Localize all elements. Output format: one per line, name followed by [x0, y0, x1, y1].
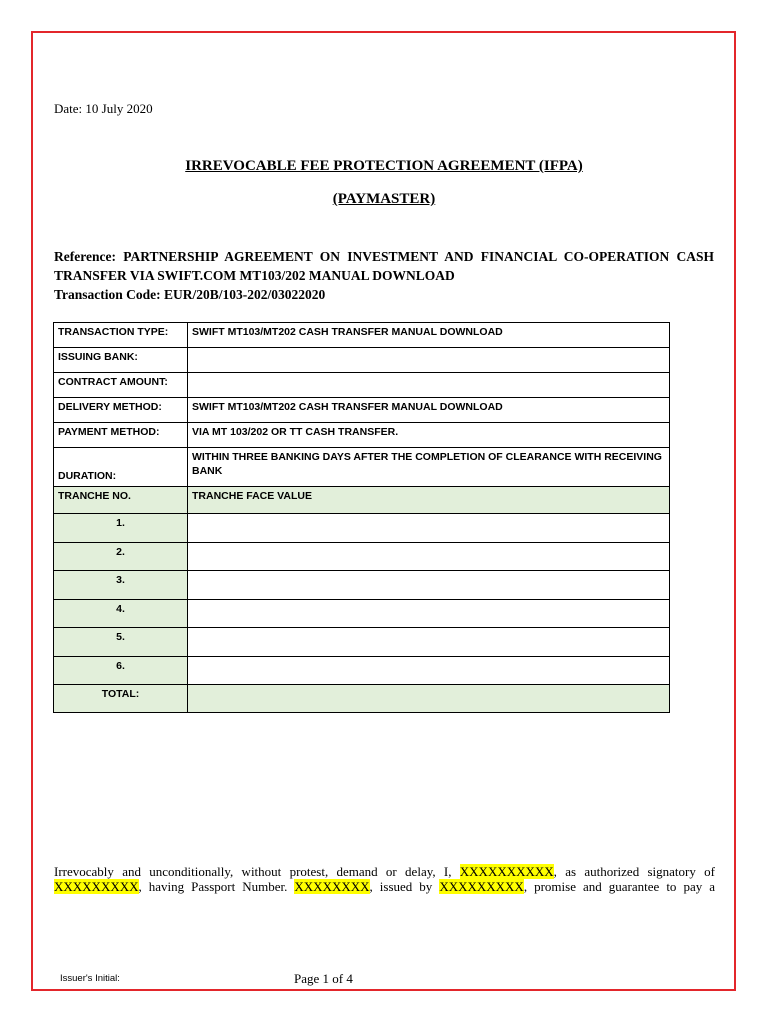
total-value [188, 685, 670, 713]
total-label: TOTAL: [54, 685, 188, 713]
transaction-info-table [53, 322, 670, 713]
tranche-number: 4. [54, 599, 188, 628]
document-subtitle: (PAYMASTER) [332, 191, 436, 207]
tranche-value [188, 514, 670, 543]
tranche-value [188, 628, 670, 657]
tranche-value [188, 571, 670, 600]
body-text-part: , promise and guarantee to pay a [523, 879, 716, 894]
row-value [188, 348, 670, 373]
tranche-no-header: TRANCHE NO. [54, 487, 188, 514]
tranche-number: 5. [54, 628, 188, 657]
body-text-part: , having Passport Number. [138, 879, 295, 894]
tranche-number: 2. [54, 542, 188, 571]
row-label: ISSUING BANK: [54, 348, 188, 373]
tranche-value [188, 542, 670, 571]
tranche-row [54, 542, 670, 571]
tranche-number: 6. [54, 656, 188, 685]
table-row [54, 373, 670, 398]
row-label: DURATION: [54, 448, 188, 487]
passport-issuer-placeholder: XXXXXXXXX [439, 879, 524, 894]
reference-text: Reference: PARTNERSHIP AGREEMENT ON INVESTMENT AND FINANCIAL CO-OPERATION CASH TRANSFER VIA SWIFT.COM MT103/202 MANUAL DOWNLOAD [54, 249, 714, 283]
total-row [54, 685, 670, 713]
guarantee-paragraph [54, 864, 715, 894]
tranche-header-row [54, 487, 670, 514]
table-row [54, 448, 670, 487]
tranche-row [54, 514, 670, 543]
tranche-row [54, 571, 670, 600]
tranche-value [188, 599, 670, 628]
signatory-name-placeholder: XXXXXXXXXX [459, 864, 554, 879]
body-text-part: Irrevocably and unconditionally, without protest, demand or delay, I, [54, 864, 460, 879]
row-value: SWIFT MT103/MT202 CASH TRANSFER MANUAL DOWNLOAD [188, 323, 670, 348]
tranche-number: 1. [54, 514, 188, 543]
row-value [188, 373, 670, 398]
body-text-part: , issued by [369, 879, 440, 894]
row-value: WITHIN THREE BANKING DAYS AFTER THE COMPLETION OF CLEARANCE WITH RECEIVING BANK [188, 448, 670, 487]
tranche-row [54, 628, 670, 657]
document-title: IRREVOCABLE FEE PROTECTION AGREEMENT (IFPA) [185, 158, 583, 174]
row-label: TRANSACTION TYPE: [54, 323, 188, 348]
passport-number-placeholder: XXXXXXXX [294, 879, 370, 894]
table-row [54, 423, 670, 448]
issuer-initial-label: Issuer's Initial: [60, 973, 120, 984]
table-row [54, 323, 670, 348]
page-number: Page 1 of 4 [294, 971, 353, 986]
tranche-row [54, 656, 670, 685]
row-label: DELIVERY METHOD: [54, 398, 188, 423]
body-text-part: , as authorized signatory of [553, 864, 715, 879]
row-value: VIA MT 103/202 OR TT CASH TRANSFER. [188, 423, 670, 448]
row-label: CONTRACT AMOUNT: [54, 373, 188, 398]
tranche-number: 3. [54, 571, 188, 600]
table-row [54, 348, 670, 373]
tranche-value-header: TRANCHE FACE VALUE [188, 487, 670, 514]
row-label: PAYMENT METHOD: [54, 423, 188, 448]
tranche-value [188, 656, 670, 685]
row-value: SWIFT MT103/MT202 CASH TRANSFER MANUAL DOWNLOAD [188, 398, 670, 423]
transaction-code: Transaction Code: EUR/20B/103-202/03022020 [54, 287, 326, 302]
document-date: Date: 10 July 2020 [54, 101, 153, 116]
table-row [54, 398, 670, 423]
company-name-placeholder: XXXXXXXXX [54, 879, 139, 894]
tranche-row [54, 599, 670, 628]
